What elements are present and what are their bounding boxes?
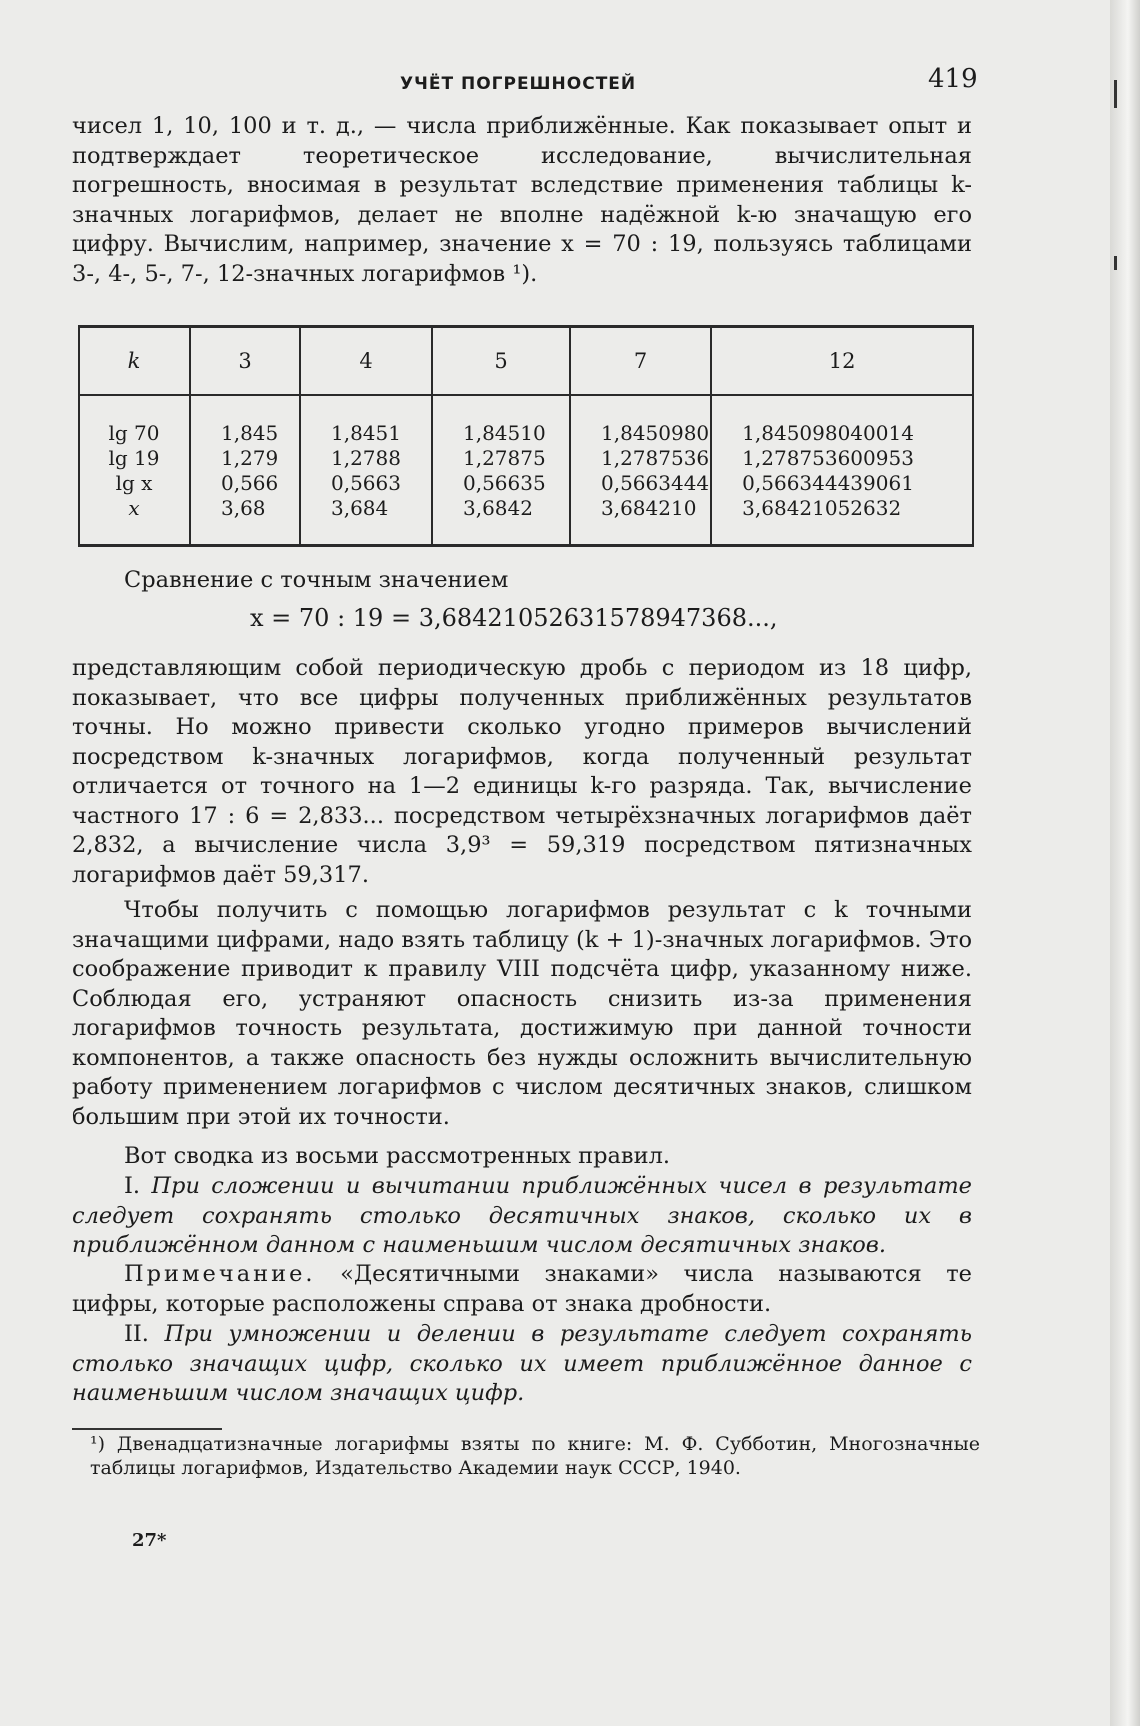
table-header-cell: 4: [300, 328, 432, 395]
periodic-paragraph: представляющим собой периодическую дробь с периодом из 18 цифр, показывает, что все цифры полученных приближённых результатов точны. Но можно привести сколько угодно примеров вычислений посредством k-значных логарифмов, когда полученный результат отличается от точного на 1—2 единицы k-го разряда. Так, вычисление частного 17 : 6 = 2,833... посредством четырёхзначных логарифмов даёт 2,832, а вычисление числа 3,9³ = 59,319 посредством пятизначных логарифмов даёт 59,317.: [72, 655, 972, 888]
cell-value: 3,684: [331, 496, 389, 520]
note-label: Примечание.: [124, 1261, 316, 1287]
row-label: lg x: [115, 471, 153, 495]
cell-value: 3,68421052632: [742, 496, 902, 520]
cell-value: 1,8450980: [601, 421, 710, 445]
table-header-row: [79, 328, 973, 395]
cell-value: 0,5663: [331, 471, 401, 495]
note: [72, 1260, 972, 1319]
note-text: «Десятичными знаками» числа называются те цифры, которые расположены справа от знака дробности.: [72, 1261, 972, 1317]
footnote: ¹) Двенадцатизначные логарифмы взяты по книге: М. Ф. Субботин, Многозначные таблицы логарифмов, Издательство Академии наук СССР, 1940.: [90, 1433, 980, 1479]
signature-mark: 27*: [132, 1530, 167, 1551]
cell-value: 1,84510: [463, 421, 546, 445]
rule8-paragraph: Чтобы получить с помощью логарифмов результат с k точными значащими цифрами, надо взять таблицу (k + 1)-значных логарифмов. Это соображение приводит к правилу VIII подсчёта цифр, указанному ниже. Соблюдая его, устраняют опасность снизить из-за применения логарифмов точность результата, достижимую при данной точности компонентов, а также опасность без нужды осложнить вычислительную работу применением логарифмов с числом десятичных знаков, слишком большим при этой их точности.: [72, 897, 972, 1130]
cell-value: 0,566: [221, 471, 279, 495]
row-label: x: [128, 496, 140, 520]
summary-lead: Вот сводка из восьми рассмотренных правил.: [124, 1143, 671, 1169]
formula: x = 70 : 19 = 3,68421052631578947368...,: [250, 604, 778, 632]
cell-value: 3,6842: [463, 496, 533, 520]
rule-2-text: При умножении и делении в результате следует сохранять столько значащих цифр, сколько их имеет приближённое данное с наименьшим числом значащих цифр.: [72, 1321, 972, 1406]
table-header-cell: 7: [570, 328, 711, 395]
table-header-cell: k: [79, 328, 190, 395]
table-cell-k3: [190, 395, 300, 546]
rule-2-number: II.: [124, 1321, 149, 1347]
row-label: lg 19: [108, 446, 160, 470]
cell-value: 0,5663444: [601, 471, 710, 495]
table-cell-labels: [79, 395, 190, 546]
comparison-lead: Сравнение с точным значением: [124, 567, 509, 593]
table-cell-k12: [711, 395, 973, 546]
cell-value: 0,566344439061: [742, 471, 914, 495]
cell-value: 1,279: [221, 446, 279, 470]
table-header-cell: 12: [711, 328, 973, 395]
page-number: 419: [928, 64, 978, 94]
page-header: [72, 62, 978, 102]
edge-mark: [1114, 80, 1117, 108]
cell-value: 1,278753600953: [742, 446, 914, 470]
cell-value: 1,845098040014: [742, 421, 914, 445]
running-head: УЧЁТ ПОГРЕШНОСТЕЙ: [400, 74, 637, 94]
cell-value: 1,2788: [331, 446, 401, 470]
edge-mark: [1114, 256, 1117, 270]
rule-2: [72, 1320, 972, 1409]
logarithm-table: [78, 325, 974, 547]
cell-value: 3,684210: [601, 496, 697, 520]
table-header-cell: 5: [432, 328, 570, 395]
table-cell-k4: [300, 395, 432, 546]
rule-1-text: При сложении и вычитании приближённых чисел в результате следует сохранять столько десятичных знаков, сколько их в приближённом данном с наименьшим числом десятичных знаков.: [72, 1173, 972, 1258]
page-edge: [1110, 0, 1140, 1726]
footnote-divider: [72, 1428, 222, 1430]
table-cell-k7: [570, 395, 711, 546]
table-header-cell: 3: [190, 328, 300, 395]
row-label: lg 70: [108, 421, 160, 445]
cell-value: 1,845: [221, 421, 279, 445]
rule-1-number: I.: [124, 1173, 141, 1199]
intro-paragraph: чисел 1, 10, 100 и т. д., — числа приближённые. Как показывает опыт и подтверждает теоретическое исследование, вычислительная погрешность, вносимая в результат вследствие применения таблицы k-значных логарифмов, делает не вполне надёжной k-ю значащую его цифру. Вычислим, например, значение x = 70 : 19, пользуясь таблицами 3-, 4-, 5-, 7-, 12-значных логарифмов ¹).: [72, 113, 972, 287]
cell-value: 1,8451: [331, 421, 401, 445]
cell-value: 0,56635: [463, 471, 546, 495]
table-cell-k5: [432, 395, 570, 546]
rule-1: [72, 1172, 972, 1261]
cell-value: 1,2787536: [601, 446, 710, 470]
table-row: [79, 395, 973, 546]
cell-value: 3,68: [221, 496, 266, 520]
cell-value: 1,27875: [463, 446, 546, 470]
